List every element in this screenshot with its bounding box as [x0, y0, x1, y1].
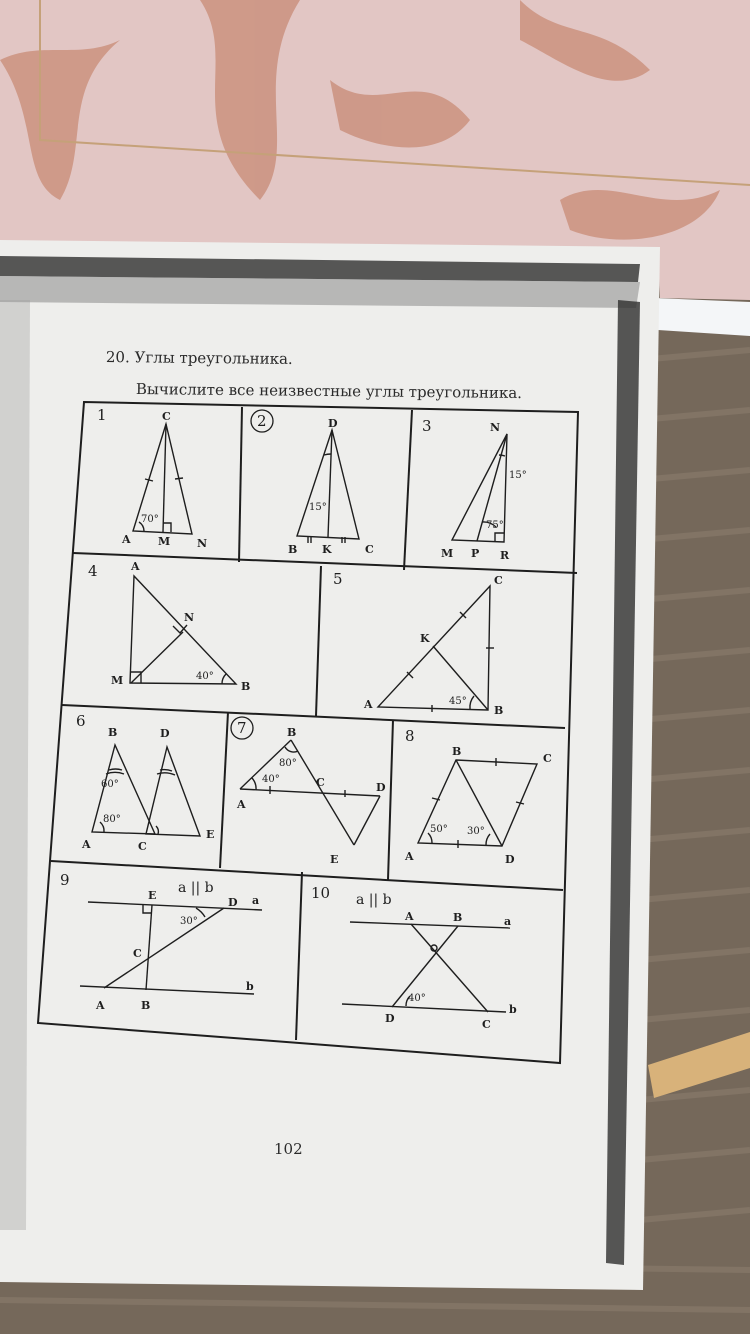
point-label: E — [330, 853, 339, 866]
point-label: A — [82, 838, 91, 851]
number-8: 8 — [405, 727, 415, 745]
worksheet-heading: 20. Углы треугольника. — [105, 348, 293, 368]
point-label: A — [364, 698, 373, 711]
angle-label: 40° — [408, 993, 426, 1004]
point-label: N — [184, 611, 195, 624]
point-label: C — [494, 574, 503, 587]
point-label: E — [206, 828, 215, 841]
condition-label: a || b — [178, 880, 214, 896]
point-label: A — [405, 910, 414, 923]
point-label: N — [197, 537, 208, 550]
point-label: C — [482, 1018, 491, 1031]
angle-label: 45° — [449, 696, 467, 707]
point-label: B — [108, 726, 118, 739]
point-label: b — [509, 1003, 517, 1016]
point-label: A — [131, 560, 140, 573]
point-label: C — [316, 776, 325, 789]
point-label: B — [287, 726, 297, 739]
number-4: 4 — [88, 562, 98, 580]
angle-label: 50° — [430, 824, 448, 835]
point-label: C — [365, 543, 374, 556]
point-label: M — [441, 547, 454, 560]
point-label: C — [162, 410, 171, 423]
number-2: 2 — [257, 412, 267, 430]
point-label: B — [494, 704, 504, 717]
number-7: 7 — [237, 719, 247, 737]
point-label: C — [133, 947, 142, 960]
point-label: C — [543, 752, 552, 765]
angle-label: 15° — [309, 502, 327, 513]
point-label: M — [158, 535, 171, 548]
point-label: P — [471, 547, 480, 560]
angle-label: 30° — [180, 916, 198, 927]
point-label: A — [96, 999, 105, 1012]
point-label: N — [490, 421, 501, 434]
point-label: a — [504, 915, 512, 928]
point-label: A — [237, 798, 246, 811]
angle-label: 40° — [262, 774, 280, 785]
angle-label: 30° — [467, 826, 485, 837]
number-6: 6 — [76, 712, 86, 730]
point-label: b — [246, 980, 254, 993]
number-1: 1 — [97, 406, 107, 424]
point-label: D — [228, 896, 238, 909]
number-5: 5 — [333, 570, 343, 588]
point-label: M — [111, 674, 124, 687]
angle-label: 80° — [103, 814, 121, 825]
point-label: D — [505, 853, 515, 866]
point-label: D — [160, 727, 170, 740]
number-9: 9 — [60, 871, 70, 889]
point-label: A — [122, 533, 131, 546]
angle-label: 80° — [279, 758, 297, 769]
point-label: K — [322, 543, 332, 556]
point-label: A — [405, 850, 414, 863]
point-label: B — [453, 911, 463, 924]
angle-label: 60° — [101, 779, 119, 790]
angle-label: 70° — [141, 514, 159, 525]
point-label: B — [288, 543, 298, 556]
number-10: 10 — [311, 884, 331, 902]
point-label: D — [385, 1012, 395, 1025]
point-label: B — [241, 680, 251, 693]
worksheet-instruction: Вычислите все неизвестные углы треугольника. — [135, 380, 523, 403]
page-number: 102 — [274, 1140, 303, 1158]
point-label: a — [252, 894, 260, 907]
point-label: K — [420, 632, 430, 645]
point-label: C — [138, 840, 147, 853]
point-label: D — [376, 781, 386, 794]
point-label: B — [452, 745, 462, 758]
point-label: B — [141, 999, 151, 1012]
point-label: D — [328, 417, 338, 430]
number-3: 3 — [422, 417, 432, 435]
angle-label: 40° — [196, 671, 214, 682]
condition-label: a || b — [356, 892, 392, 908]
point-label: E — [148, 889, 157, 902]
point-label: R — [500, 549, 510, 562]
angle-label: 15° — [509, 470, 527, 481]
angle-label: 75° — [486, 520, 504, 531]
